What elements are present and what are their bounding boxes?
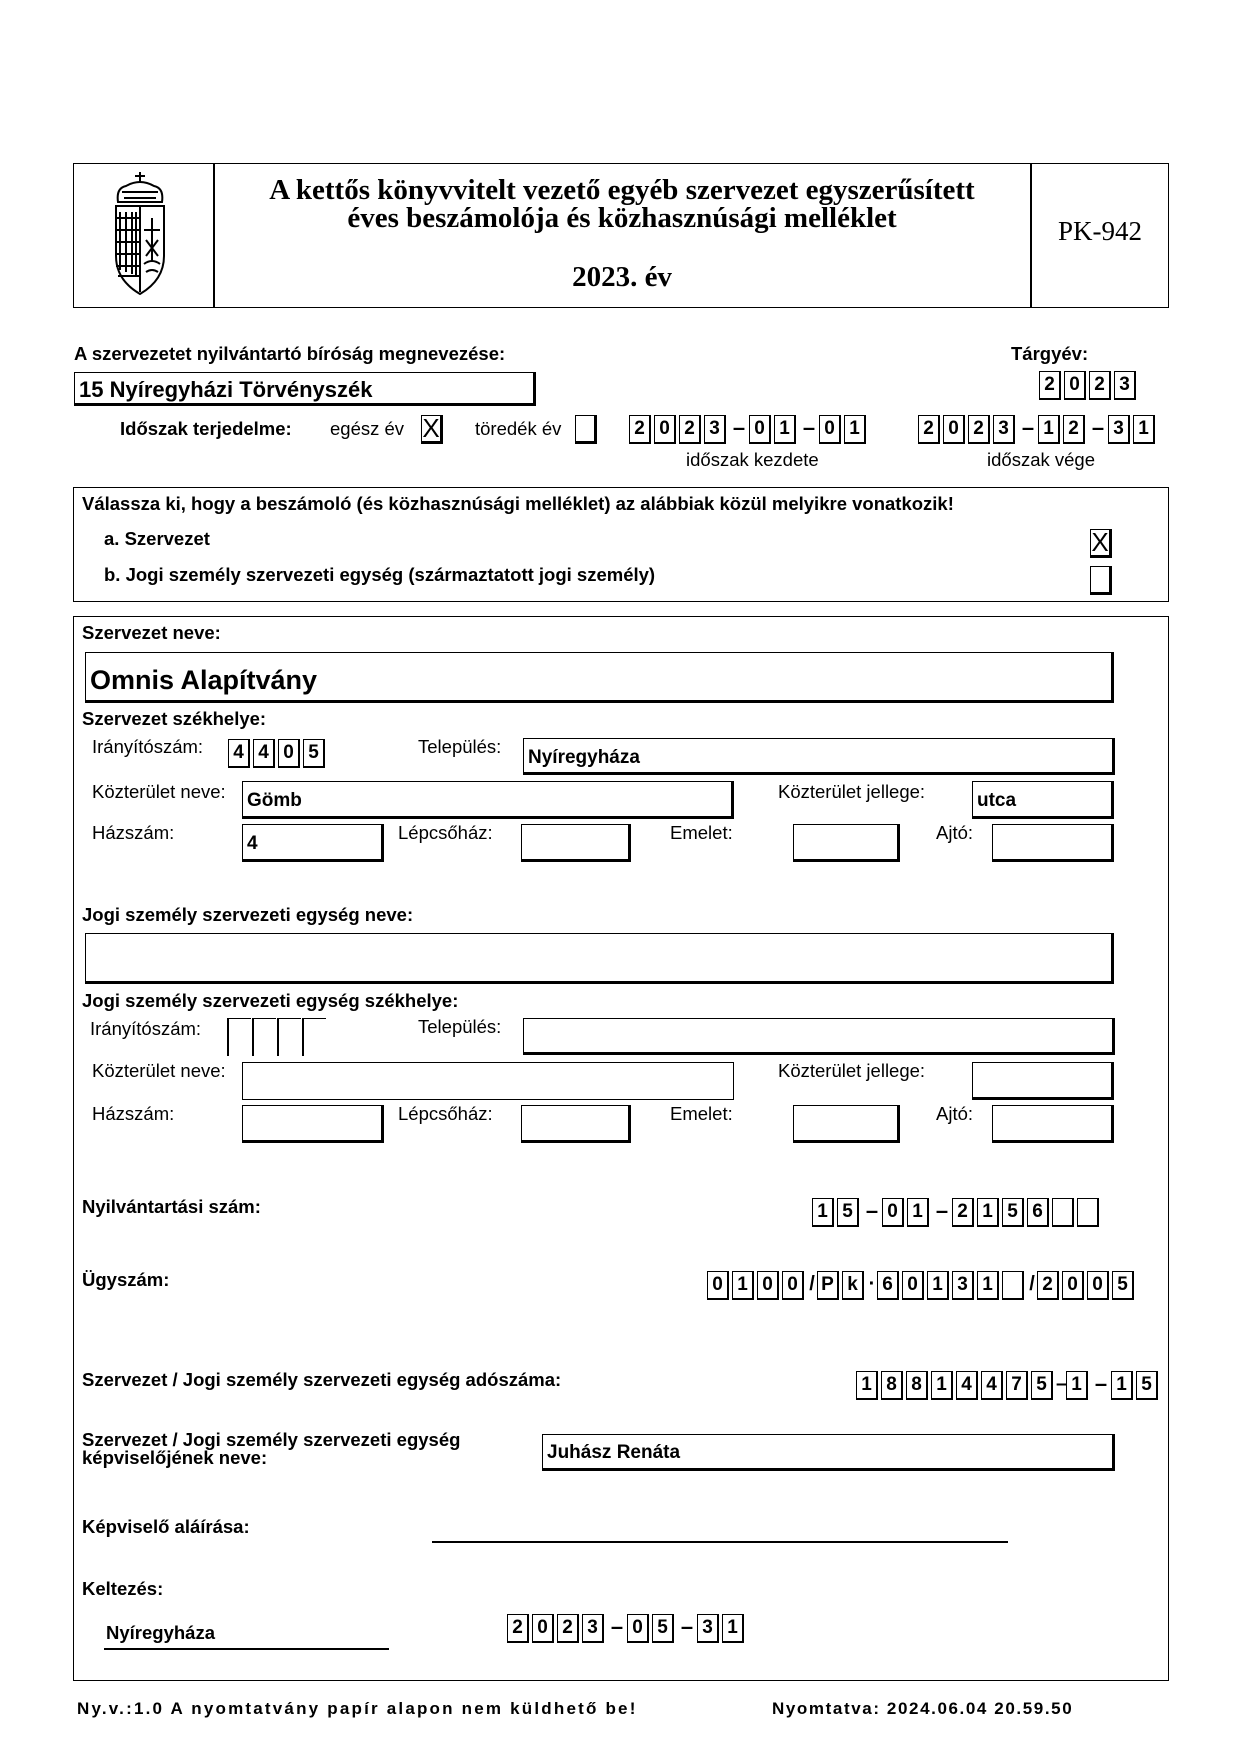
digit-box[interactable]: 0 (882, 1198, 904, 1227)
dash-separator: – (610, 1614, 624, 1639)
representative-label-line2: képviselőjének neve: (82, 1447, 268, 1468)
unit-zip-digit-box[interactable] (252, 1018, 276, 1056)
period-end-date[interactable] (918, 415, 1158, 444)
digit-box[interactable] (1052, 1198, 1074, 1227)
digit-box[interactable]: 2 (968, 415, 990, 444)
org-house-field[interactable]: 4 (242, 824, 384, 862)
digit-box[interactable]: 0 (757, 1271, 779, 1300)
digit-box[interactable]: 1 (927, 1271, 949, 1300)
dash-separator: – (1094, 1371, 1108, 1396)
digit-box[interactable]: 5 (1112, 1271, 1134, 1300)
unit-street-type-label: Közterület jellege: (778, 1060, 926, 1081)
org-city-label: Település: (418, 736, 502, 757)
tax-number-label: Szervezet / Jogi személy szervezeti egység adószáma: (82, 1369, 562, 1390)
unit-door-field[interactable] (992, 1105, 1114, 1143)
footer-version-note: Ny.v.:1.0 A nyomtatvány papír alapon nem küldhető be! (77, 1699, 638, 1718)
digit-box[interactable]: 1 (722, 1614, 744, 1643)
digit-box[interactable]: 1 (977, 1271, 999, 1300)
digit-box[interactable]: 3 (1114, 371, 1136, 400)
digit-box[interactable]: 0 (278, 739, 300, 768)
org-street-type-field[interactable]: utca (972, 781, 1114, 819)
org-stair-label: Lépcsőház: (398, 822, 493, 843)
partial-year-checkbox[interactable] (575, 415, 597, 444)
org-name-label: Szervezet neve: (82, 622, 221, 643)
form-title-line1: A kettős könyvvitelt vezető egyéb szervezet egyszerűsített (269, 174, 975, 206)
court-field[interactable]: 15 Nyíregyházi Törvényszék (74, 372, 536, 406)
digit-box[interactable]: 1 (812, 1198, 834, 1227)
case-number[interactable] (707, 1271, 1137, 1300)
unit-house-field[interactable] (242, 1105, 384, 1143)
unit-stair-field[interactable] (521, 1105, 631, 1143)
partial-year-label: töredék év (475, 418, 562, 439)
digit-box[interactable]: P (817, 1271, 839, 1300)
dated-place-underline (104, 1648, 389, 1650)
case-number-label: Ügyszám: (82, 1269, 170, 1290)
unit-name-label: Jogi személy szervezeti egység neve: (82, 904, 414, 925)
org-door-field[interactable] (992, 824, 1114, 862)
option-a-checkbox[interactable]: X (1090, 529, 1112, 558)
digit-box[interactable]: 8 (881, 1371, 903, 1400)
slash-separator: / (1029, 1273, 1035, 1295)
dash-separator: – (1091, 415, 1105, 440)
digit-box[interactable]: 1 (844, 415, 866, 444)
unit-street-label: Közterület neve: (92, 1060, 226, 1081)
digit-box[interactable]: 5 (837, 1198, 859, 1227)
court-label: A szervezetet nyilvántartó bíróság megnevezése: (74, 343, 506, 364)
digit-box[interactable]: 1 (907, 1198, 929, 1227)
unit-floor-label: Emelet: (670, 1103, 733, 1124)
digit-box[interactable]: 2 (557, 1614, 579, 1643)
representative-name-field[interactable]: Juhász Renáta (542, 1434, 1115, 1471)
unit-zip-digit-box[interactable] (277, 1018, 301, 1056)
org-street-field[interactable]: Gömb (242, 781, 734, 819)
digit-box[interactable]: 2 (952, 1198, 974, 1227)
signature-label: Képviselő aláírása: (82, 1516, 250, 1537)
digit-box[interactable]: 2 (507, 1614, 529, 1643)
unit-name-field[interactable] (85, 933, 1114, 984)
period-end-caption: időszak vége (987, 449, 1095, 470)
digit-box[interactable]: 1 (1038, 415, 1060, 444)
digit-box[interactable]: 1 (1066, 1371, 1088, 1400)
org-name-field[interactable]: Omnis Alapítvány (85, 652, 1114, 703)
dash-separator: – (732, 415, 746, 440)
org-floor-field[interactable] (793, 824, 900, 862)
digit-box[interactable]: 4 (956, 1371, 978, 1400)
org-door-label: Ajtó: (936, 822, 974, 843)
digit-box[interactable]: 4 (981, 1371, 1003, 1400)
digit-box[interactable]: 0 (707, 1271, 729, 1300)
org-seat-label: Szervezet székhelye: (82, 708, 267, 729)
option-a-label: a. Szervezet (104, 528, 210, 549)
digit-box[interactable]: 1 (774, 415, 796, 444)
form-title (214, 176, 1030, 232)
hungarian-coat-of-arms-icon (104, 168, 176, 300)
digit-box[interactable]: 6 (877, 1271, 899, 1300)
digit-box[interactable]: 0 (1062, 1271, 1084, 1300)
digit-box[interactable]: 2 (679, 415, 701, 444)
org-city-field[interactable]: Nyíregyháza (523, 738, 1115, 775)
period-start-caption: időszak kezdete (686, 449, 819, 470)
form-year: 2023. év (572, 261, 672, 293)
digit-box[interactable]: 5 (1031, 1371, 1053, 1400)
dated-place[interactable]: Nyíregyháza (106, 1622, 215, 1643)
dash-separator: – (935, 1198, 949, 1223)
digit-box[interactable]: 2 (1089, 371, 1111, 400)
dot-separator: · (868, 1273, 876, 1295)
dash-separator: – (1056, 1373, 1068, 1395)
digit-box[interactable]: k (842, 1271, 864, 1300)
period-label: Időszak terjedelme: (120, 418, 292, 439)
form-code: PK-942 (1057, 216, 1142, 246)
digit-box[interactable]: 1 (931, 1371, 953, 1400)
digit-box[interactable]: 3 (697, 1614, 719, 1643)
org-street-label: Közterület neve: (92, 781, 226, 802)
option-b-label: b. Jogi személy szervezeti egység (származtatott jogi személy) (104, 564, 656, 585)
digit-box[interactable]: 5 (1002, 1198, 1024, 1227)
digit-box[interactable]: 1 (732, 1271, 754, 1300)
digit-box[interactable]: 8 (906, 1371, 928, 1400)
representative-label (82, 1431, 460, 1467)
digit-box[interactable]: 0 (943, 415, 965, 444)
footer-printed-timestamp: Nyomtatva: 2024.06.04 20.59.50 (772, 1699, 1074, 1718)
digit-box[interactable]: 0 (1087, 1271, 1109, 1300)
digit-box[interactable]: 0 (1064, 371, 1086, 400)
digit-box[interactable]: 3 (993, 415, 1015, 444)
dated-label: Keltezés: (82, 1578, 164, 1599)
digit-box[interactable]: 5 (652, 1614, 674, 1643)
digit-box[interactable]: 0 (532, 1614, 554, 1643)
subject-year-label: Tárgyév: (1011, 343, 1089, 364)
digit-box[interactable] (1002, 1271, 1024, 1300)
digit-box[interactable]: 6 (1027, 1198, 1049, 1227)
digit-box[interactable]: 2 (629, 415, 651, 444)
registration-number[interactable] (812, 1198, 1102, 1227)
digit-box[interactable]: 0 (627, 1614, 649, 1643)
unit-zip-digit-box[interactable] (302, 1018, 326, 1056)
representative-label-line1: Szervezet / Jogi személy szervezeti egység (82, 1429, 461, 1450)
digit-box[interactable]: 4 (228, 739, 250, 768)
digit-box[interactable]: 5 (303, 739, 325, 768)
unit-house-label: Házszám: (92, 1103, 175, 1124)
digit-box[interactable]: 5 (1136, 1371, 1158, 1400)
org-zip-label: Irányítószám: (92, 736, 204, 757)
digit-box[interactable]: 3 (952, 1271, 974, 1300)
tax-number[interactable] (856, 1371, 1161, 1400)
unit-zip-label: Irányítószám: (90, 1018, 202, 1039)
digit-box[interactable]: 1 (856, 1371, 878, 1400)
digit-box[interactable]: 0 (902, 1271, 924, 1300)
signature-line[interactable] (432, 1541, 1008, 1543)
full-year-checkbox[interactable]: X (421, 415, 443, 444)
org-house-label: Házszám: (92, 822, 175, 843)
option-b-checkbox[interactable] (1090, 566, 1112, 595)
digit-box[interactable]: 2 (918, 415, 940, 444)
slash-separator: / (809, 1273, 815, 1295)
digit-box[interactable]: 0 (749, 415, 771, 444)
period-start-date[interactable] (629, 415, 869, 444)
dash-separator: – (802, 415, 816, 440)
org-street-type-label: Közterület jellege: (778, 781, 926, 802)
digit-box[interactable]: 7 (1006, 1371, 1028, 1400)
choice-question: Válassza ki, hogy a beszámoló (és közhasznúsági melléklet) az alábbiak közül melyikre vonatkozik! (82, 493, 954, 514)
dash-separator: – (680, 1614, 694, 1639)
unit-door-label: Ajtó: (936, 1103, 974, 1124)
unit-city-field[interactable] (523, 1018, 1115, 1055)
unit-floor-field[interactable] (793, 1105, 900, 1143)
registration-label: Nyilvántartási szám: (82, 1196, 261, 1217)
digit-box[interactable]: 0 (782, 1271, 804, 1300)
digit-box[interactable]: 0 (819, 415, 841, 444)
dash-separator: – (1021, 415, 1035, 440)
digit-box[interactable]: 1 (1133, 415, 1155, 444)
digit-box[interactable]: 3 (704, 415, 726, 444)
unit-seat-label: Jogi személy szervezeti egység székhelye: (82, 990, 459, 1011)
unit-zip-digit-box[interactable] (227, 1018, 251, 1056)
subject-year-digits[interactable] (1039, 371, 1139, 400)
unit-street-type-field[interactable] (972, 1062, 1114, 1100)
digit-box[interactable]: 2 (1063, 415, 1085, 444)
org-stair-field[interactable] (521, 824, 631, 862)
digit-box[interactable]: 3 (582, 1614, 604, 1643)
org-zip-digits[interactable] (228, 739, 328, 768)
digit-box[interactable]: 4 (253, 739, 275, 768)
digit-box[interactable]: 1 (1111, 1371, 1133, 1400)
digit-box[interactable]: 3 (1108, 415, 1130, 444)
dash-separator: – (865, 1198, 879, 1223)
unit-stair-label: Lépcsőház: (398, 1103, 493, 1124)
org-floor-label: Emelet: (670, 822, 733, 843)
form-title-line2: éves beszámolója és közhasznúsági melléklet (347, 202, 897, 234)
unit-street-field[interactable] (242, 1062, 734, 1100)
digit-box[interactable]: 1 (977, 1198, 999, 1227)
full-year-label: egész év (330, 418, 405, 439)
unit-city-label: Település: (418, 1016, 502, 1037)
digit-box[interactable] (1077, 1198, 1099, 1227)
digit-box[interactable]: 0 (654, 415, 676, 444)
digit-box[interactable]: 2 (1037, 1271, 1059, 1300)
dated-date[interactable] (507, 1614, 747, 1643)
digit-box[interactable]: 2 (1039, 371, 1061, 400)
